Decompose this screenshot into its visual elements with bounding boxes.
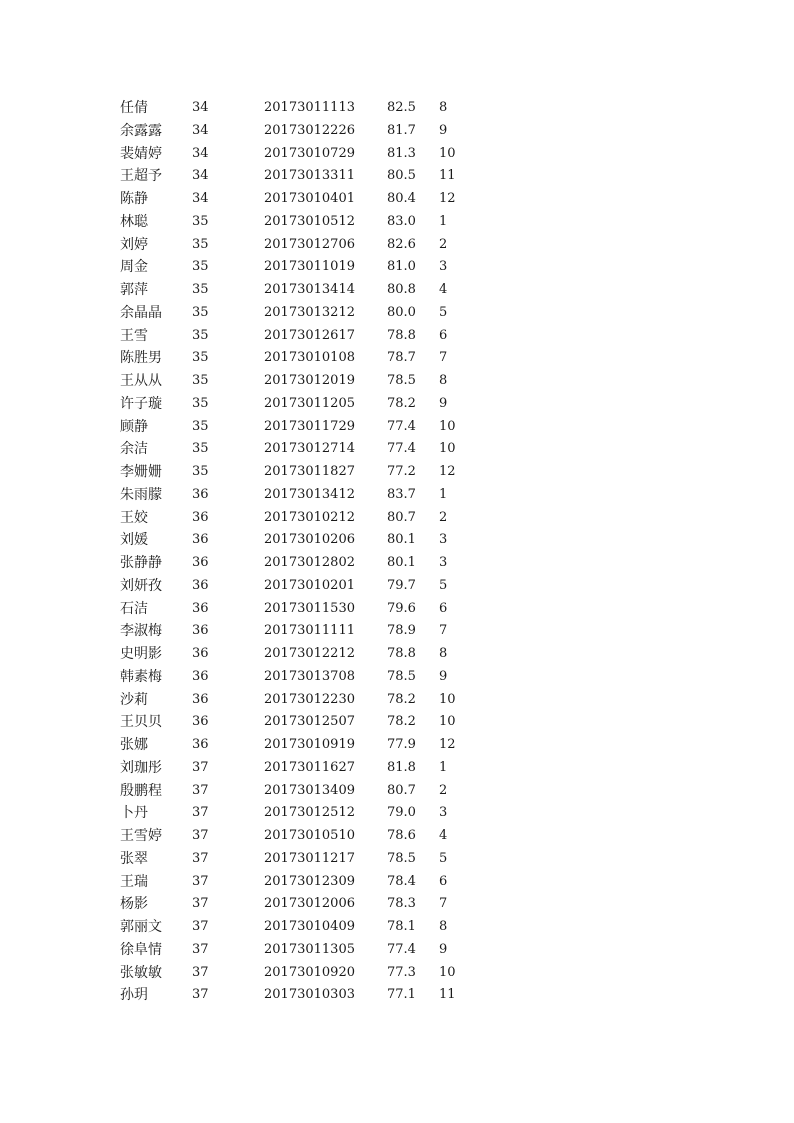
score-cell: 77.4 (387, 441, 416, 457)
student-id-cell: 20173013212 (264, 304, 355, 320)
name-cell: 王雪 (120, 327, 148, 344)
table-row (0, 279, 794, 302)
score-cell: 80.7 (387, 509, 416, 525)
rank-cell: 9 (439, 395, 448, 411)
group-cell: 36 (192, 668, 209, 684)
group-cell: 35 (192, 304, 209, 320)
table-row (0, 120, 794, 143)
score-cell: 81.8 (387, 759, 416, 775)
rank-cell: 10 (439, 145, 456, 161)
group-cell: 34 (192, 191, 209, 206)
table-row (0, 848, 794, 871)
student-id-cell: 20173011113 (264, 100, 355, 115)
rank-cell: 11 (439, 987, 456, 1003)
rank-cell: 1 (439, 759, 448, 775)
name-cell: 韩素梅 (120, 668, 162, 685)
group-cell: 34 (192, 168, 209, 184)
student-id-cell: 20173012802 (264, 555, 355, 570)
table-row (0, 97, 794, 120)
student-id-cell: 20173011205 (264, 395, 355, 411)
rank-cell: 11 (439, 168, 456, 184)
rank-cell: 12 (439, 191, 456, 206)
name-cell: 石洁 (120, 600, 148, 617)
rank-cell: 8 (439, 919, 448, 934)
rank-cell: 10 (439, 964, 456, 980)
table-row (0, 666, 794, 689)
table-row (0, 256, 794, 279)
name-cell: 史明影 (120, 646, 162, 662)
group-cell: 37 (192, 964, 209, 980)
name-cell: 王瑞 (120, 873, 148, 890)
name-cell: 沙莉 (120, 691, 148, 708)
student-id-cell: 20173010512 (264, 213, 355, 229)
student-id-cell: 20173012617 (264, 327, 355, 343)
group-cell: 35 (192, 282, 209, 297)
student-id-cell: 20173010409 (264, 919, 355, 934)
table-row (0, 325, 794, 348)
score-cell: 83.7 (387, 486, 416, 502)
student-id-cell: 20173012714 (264, 441, 355, 457)
table-row (0, 529, 794, 552)
rank-cell: 3 (439, 532, 448, 548)
score-cell: 78.5 (387, 850, 416, 866)
rank-cell: 12 (439, 464, 456, 479)
score-cell: 78.4 (387, 873, 416, 889)
rank-cell: 2 (439, 509, 448, 525)
group-cell: 35 (192, 418, 209, 434)
name-cell: 裴婧婷 (120, 145, 162, 162)
table-row (0, 416, 794, 439)
student-id-cell: 20173012019 (264, 373, 355, 388)
rank-cell: 1 (439, 486, 448, 502)
student-id-cell: 20173012006 (264, 896, 355, 912)
group-cell: 37 (192, 805, 209, 821)
student-id-cell: 20173013708 (264, 668, 355, 684)
name-cell: 刘妍孜 (120, 577, 162, 594)
rank-cell: 5 (439, 577, 448, 593)
score-cell: 77.2 (387, 464, 416, 479)
rank-cell: 10 (439, 714, 456, 730)
table-row (0, 370, 794, 393)
score-cell: 78.3 (387, 896, 416, 912)
table-row (0, 802, 794, 825)
score-cell: 77.9 (387, 737, 416, 752)
table-row (0, 893, 794, 916)
student-id-cell: 20173012212 (264, 646, 355, 661)
score-table (0, 97, 794, 1007)
student-id-cell: 20173011729 (264, 418, 355, 434)
score-cell: 80.5 (387, 168, 416, 184)
name-cell: 顾静 (120, 418, 148, 435)
name-cell: 陈胜男 (120, 350, 162, 367)
group-cell: 36 (192, 714, 209, 730)
score-cell: 78.5 (387, 373, 416, 388)
group-cell: 35 (192, 236, 209, 252)
group-cell: 34 (192, 145, 209, 161)
student-id-cell: 20173011827 (264, 464, 355, 479)
group-cell: 35 (192, 213, 209, 229)
student-id-cell: 20173010212 (264, 509, 355, 525)
name-cell: 徐阜情 (120, 941, 162, 958)
group-cell: 37 (192, 987, 209, 1003)
name-cell: 刘婷 (120, 236, 148, 253)
rank-cell: 7 (439, 350, 448, 366)
name-cell: 张翠 (120, 850, 148, 867)
group-cell: 36 (192, 486, 209, 502)
rank-cell: 2 (439, 782, 448, 798)
rank-cell: 7 (439, 623, 448, 639)
table-row (0, 552, 794, 575)
name-cell: 王超予 (120, 168, 162, 185)
group-cell: 37 (192, 850, 209, 866)
student-id-cell: 20173011217 (264, 850, 355, 866)
student-id-cell: 20173010201 (264, 577, 355, 593)
group-cell: 37 (192, 896, 209, 912)
name-cell: 王贝贝 (120, 714, 162, 731)
group-cell: 35 (192, 259, 209, 275)
name-cell: 周金 (120, 259, 148, 276)
table-row (0, 438, 794, 461)
score-cell: 80.1 (387, 532, 416, 548)
score-cell: 77.4 (387, 418, 416, 434)
score-cell: 78.1 (387, 919, 416, 934)
name-cell: 李姗姗 (120, 464, 162, 480)
student-id-cell: 20173011627 (264, 759, 355, 775)
table-row (0, 302, 794, 325)
student-id-cell: 20173012507 (264, 714, 355, 730)
score-cell: 79.7 (387, 577, 416, 593)
group-cell: 34 (192, 122, 209, 138)
table-row (0, 643, 794, 666)
score-cell: 82.5 (387, 100, 416, 115)
student-id-cell: 20173012309 (264, 873, 355, 889)
name-cell: 杨影 (120, 896, 148, 913)
group-cell: 36 (192, 509, 209, 525)
group-cell: 37 (192, 873, 209, 889)
score-cell: 80.8 (387, 282, 416, 297)
student-id-cell: 20173010510 (264, 828, 355, 843)
student-id-cell: 20173011530 (264, 600, 355, 616)
rank-cell: 3 (439, 805, 448, 821)
student-id-cell: 20173010303 (264, 987, 355, 1003)
rank-cell: 10 (439, 691, 456, 707)
name-cell: 林聪 (120, 213, 148, 230)
name-cell: 郭丽文 (120, 919, 162, 935)
score-cell: 78.8 (387, 646, 416, 661)
rank-cell: 8 (439, 100, 448, 115)
name-cell: 王雪婷 (120, 828, 162, 844)
table-row (0, 689, 794, 712)
score-cell: 78.5 (387, 668, 416, 684)
score-cell: 81.7 (387, 122, 416, 138)
rank-cell: 1 (439, 213, 448, 229)
group-cell: 35 (192, 327, 209, 343)
name-cell: 王姣 (120, 509, 148, 526)
group-cell: 35 (192, 441, 209, 457)
name-cell: 许子璇 (120, 395, 162, 412)
table-row (0, 825, 794, 848)
name-cell: 郭萍 (120, 282, 148, 298)
student-id-cell: 20173012230 (264, 691, 355, 707)
name-cell: 张敏敏 (120, 964, 162, 981)
student-id-cell: 20173013414 (264, 282, 355, 297)
score-cell: 81.3 (387, 145, 416, 161)
score-cell: 78.2 (387, 395, 416, 411)
group-cell: 37 (192, 919, 209, 934)
score-cell: 79.0 (387, 805, 416, 821)
name-cell: 殷鹏程 (120, 782, 162, 799)
table-row (0, 939, 794, 962)
group-cell: 36 (192, 691, 209, 707)
group-cell: 37 (192, 828, 209, 843)
name-cell: 任倩 (120, 100, 148, 116)
rank-cell: 9 (439, 122, 448, 138)
score-cell: 82.6 (387, 236, 416, 252)
table-row (0, 734, 794, 757)
table-row (0, 916, 794, 939)
student-id-cell: 20173012512 (264, 805, 355, 821)
name-cell: 张静静 (120, 555, 162, 571)
table-row (0, 393, 794, 416)
name-cell: 陈静 (120, 191, 148, 207)
table-row (0, 188, 794, 211)
group-cell: 37 (192, 782, 209, 798)
score-cell: 83.0 (387, 213, 416, 229)
name-cell: 余晶晶 (120, 304, 162, 321)
group-cell: 36 (192, 646, 209, 661)
table-row (0, 871, 794, 894)
score-cell: 78.9 (387, 623, 416, 639)
student-id-cell: 20173010920 (264, 964, 355, 980)
rank-cell: 5 (439, 304, 448, 320)
score-cell: 80.0 (387, 304, 416, 320)
rank-cell: 9 (439, 668, 448, 684)
score-cell: 78.8 (387, 327, 416, 343)
student-id-cell: 20173012706 (264, 236, 355, 252)
group-cell: 36 (192, 600, 209, 616)
name-cell: 刘珈彤 (120, 759, 162, 776)
table-row (0, 234, 794, 257)
rank-cell: 6 (439, 327, 448, 343)
rank-cell: 3 (439, 259, 448, 275)
group-cell: 36 (192, 577, 209, 593)
name-cell: 朱雨朦 (120, 486, 162, 503)
rank-cell: 6 (439, 600, 448, 616)
score-cell: 78.6 (387, 828, 416, 843)
score-cell: 77.4 (387, 941, 416, 957)
rank-cell: 10 (439, 418, 456, 434)
student-id-cell: 20173010729 (264, 145, 355, 161)
rank-cell: 2 (439, 236, 448, 252)
score-cell: 80.4 (387, 191, 416, 206)
rank-cell: 8 (439, 646, 448, 661)
table-row (0, 984, 794, 1007)
score-cell: 77.1 (387, 987, 416, 1003)
rank-cell: 6 (439, 873, 448, 889)
student-id-cell: 20173011019 (264, 259, 355, 275)
group-cell: 34 (192, 100, 209, 115)
table-row (0, 620, 794, 643)
score-cell: 78.2 (387, 714, 416, 730)
table-row (0, 461, 794, 484)
group-cell: 35 (192, 395, 209, 411)
score-cell: 79.6 (387, 600, 416, 616)
student-id-cell: 20173013409 (264, 782, 355, 798)
group-cell: 36 (192, 555, 209, 570)
table-row (0, 598, 794, 621)
score-cell: 80.7 (387, 782, 416, 798)
score-cell: 77.3 (387, 964, 416, 980)
name-cell: 余露露 (120, 122, 162, 139)
student-id-cell: 20173010401 (264, 191, 355, 206)
student-id-cell: 20173010919 (264, 737, 355, 752)
student-id-cell: 20173012226 (264, 122, 355, 138)
name-cell: 孙玥 (120, 987, 148, 1004)
table-row (0, 575, 794, 598)
group-cell: 35 (192, 464, 209, 479)
table-row (0, 165, 794, 188)
student-id-cell: 20173011111 (264, 623, 355, 639)
table-row (0, 484, 794, 507)
group-cell: 37 (192, 941, 209, 957)
table-row (0, 211, 794, 234)
group-cell: 36 (192, 623, 209, 639)
name-cell: 张娜 (120, 737, 148, 753)
name-cell: 卜丹 (120, 805, 148, 822)
rank-cell: 9 (439, 941, 448, 957)
table-row (0, 757, 794, 780)
name-cell: 余洁 (120, 441, 148, 458)
score-cell: 80.1 (387, 555, 416, 570)
rank-cell: 8 (439, 373, 448, 388)
group-cell: 35 (192, 373, 209, 388)
rank-cell: 12 (439, 737, 456, 752)
table-row (0, 347, 794, 370)
name-cell: 李淑梅 (120, 623, 162, 640)
student-id-cell: 20173011305 (264, 941, 355, 957)
table-row (0, 711, 794, 734)
student-id-cell: 20173013412 (264, 486, 355, 502)
name-cell: 刘媛 (120, 532, 148, 549)
student-id-cell: 20173010108 (264, 350, 355, 366)
group-cell: 37 (192, 759, 209, 775)
score-cell: 78.2 (387, 691, 416, 707)
table-row (0, 143, 794, 166)
rank-cell: 3 (439, 555, 448, 570)
table-row (0, 962, 794, 985)
rank-cell: 10 (439, 441, 456, 457)
rank-cell: 4 (439, 282, 448, 297)
group-cell: 35 (192, 350, 209, 366)
score-cell: 81.0 (387, 259, 416, 275)
table-row (0, 780, 794, 803)
table-row (0, 507, 794, 530)
student-id-cell: 20173010206 (264, 532, 355, 548)
name-cell: 王从从 (120, 373, 162, 389)
group-cell: 36 (192, 532, 209, 548)
score-cell: 78.7 (387, 350, 416, 366)
student-id-cell: 20173013311 (264, 168, 355, 184)
rank-cell: 7 (439, 896, 448, 912)
rank-cell: 4 (439, 828, 448, 843)
group-cell: 36 (192, 737, 209, 752)
rank-cell: 5 (439, 850, 448, 866)
